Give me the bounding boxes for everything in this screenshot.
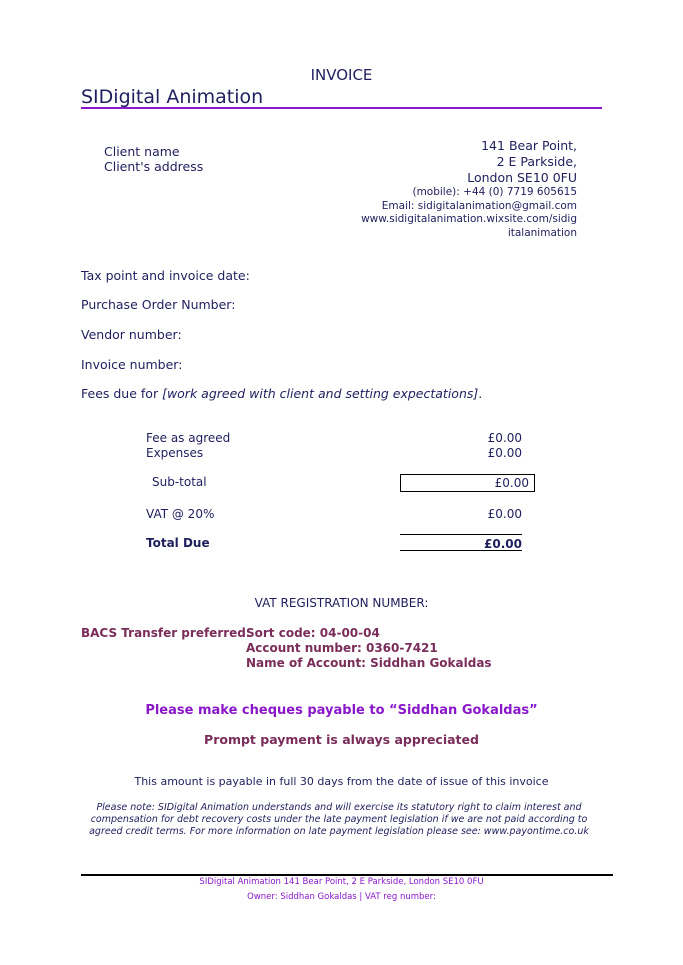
vat-label: VAT @ 20% <box>146 507 215 521</box>
account-number: Account number: 0360-7421 <box>246 641 438 655</box>
fee-agreed-label: Fee as agreed <box>146 431 231 445</box>
payment-terms: This amount is payable in full 30 days from the date of issue of this invoice <box>134 775 549 788</box>
fee-agreed-value: £0.00 <box>487 431 522 445</box>
total-rule-bottom <box>400 550 522 551</box>
address-line-1: 141 Bear Point, <box>481 138 577 153</box>
sort-code: Sort code: 04-00-04 <box>246 626 380 640</box>
title-divider <box>81 107 602 109</box>
address-line-2: 2 E Parkside, <box>496 154 577 169</box>
subtotal-label: Sub-total <box>152 475 207 489</box>
expenses-label: Expenses <box>146 446 204 460</box>
bacs-label: BACS Transfer preferred: <box>81 626 251 640</box>
vat-value: £0.00 <box>487 507 522 521</box>
website-line-2: italanimation <box>507 227 577 239</box>
website-line-1: www.sidigitalanimation.wixsite.com/sidig <box>361 213 577 225</box>
tax-point-label: Tax point and invoice date: <box>81 268 250 283</box>
document-title: INVOICE <box>310 66 373 84</box>
fees-due-prefix: Fees due for <box>81 386 163 401</box>
cheques-payable-note: Please make cheques payable to “Siddhan Gokaldas” <box>145 703 538 718</box>
fees-due-suffix: . <box>478 386 483 401</box>
po-number-label: Purchase Order Number: <box>81 297 236 312</box>
client-name: Client name <box>104 144 180 159</box>
subtotal-value: £0.00 <box>494 476 529 490</box>
vendor-number-label: Vendor number: <box>81 327 182 342</box>
late-payment-note: Please note: SIDigital Animation understands and will exercise its statutory right to claim interest and compensation for debt recovery costs under the late payment legislation if we are not paid according to agreed credit terms. For more information on late payment legislation please see: www.payontime.co.uk <box>89 802 589 837</box>
mobile-number: (mobile): +44 (0) 7719 605615 <box>412 186 577 198</box>
fees-due-description: [work agreed with client and setting expectations] <box>162 386 479 401</box>
footer-address: SIDigital Animation 141 Bear Point, 2 E Parkside, London SE10 0FU <box>199 877 484 887</box>
address-line-3: London SE10 0FU <box>467 170 577 185</box>
account-name: Name of Account: Siddhan Gokaldas <box>246 656 492 670</box>
footer-divider <box>81 874 613 876</box>
vat-registration-label: VAT REGISTRATION NUMBER: <box>254 596 429 610</box>
prompt-payment-note: Prompt payment is always appreciated <box>204 732 479 747</box>
total-rule-top <box>400 534 522 535</box>
total-due-label: Total Due <box>146 536 210 550</box>
email-address: Email: sidigitalanimation@gmail.com <box>381 200 577 212</box>
fees-due-line <box>81 386 482 401</box>
footer-owner: Owner: Siddhan Gokaldas | VAT reg number: <box>247 892 436 902</box>
company-name: SIDigital Animation <box>81 86 264 108</box>
invoice-number-label: Invoice number: <box>81 357 183 372</box>
total-due-value: £0.00 <box>484 537 522 551</box>
client-address: Client's address <box>104 159 204 174</box>
expenses-value: £0.00 <box>487 446 522 460</box>
